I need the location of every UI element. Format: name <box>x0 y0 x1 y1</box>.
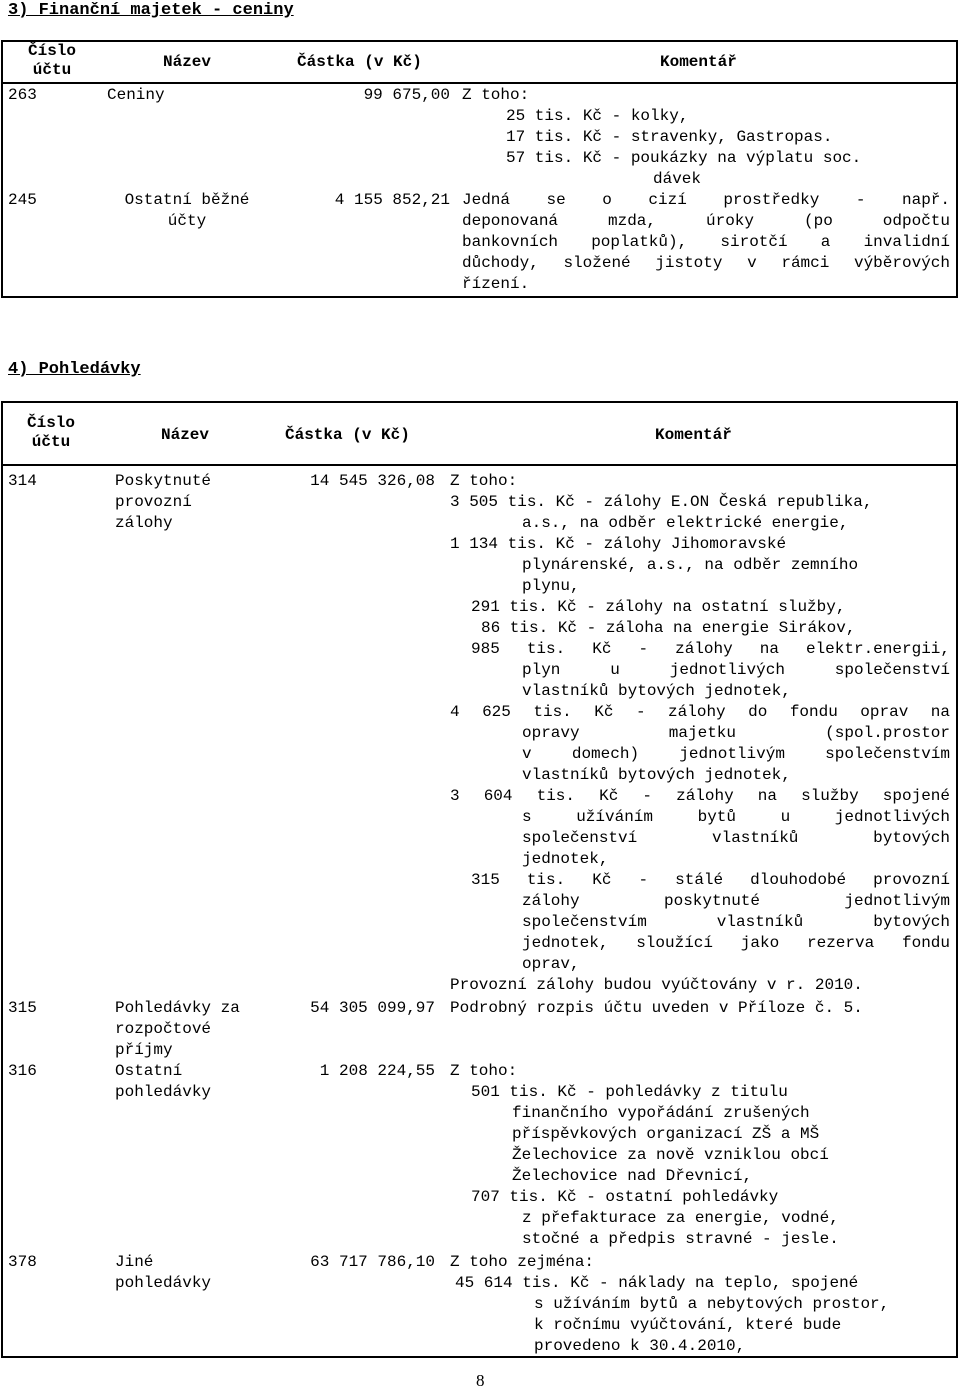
row-315-komentar: Podrobný rozpis účtu uveden v Příloze č. 5. <box>450 999 863 1017</box>
row-316-castka: 1 208 224,55 <box>319 1062 435 1080</box>
row-245-komentar: Jedná se o cizí prostředky - např. deponovaná mzda, úroky (po odpočtu bankovních poplatků), sirotčí a invalidní důchody, složené jistoty v rámci výběrových řízení. <box>462 191 950 293</box>
header-divider <box>1 82 958 84</box>
row-315-castka: 54 305 099,97 <box>310 999 435 1017</box>
row-314-nazev: Poskytnuté provozní zálohy <box>115 472 212 532</box>
header-cislo-uctu-4: Číslo účtu <box>26 414 75 451</box>
row-378-castka: 63 717 786,10 <box>310 1253 435 1271</box>
row-314-cislo: 314 <box>8 472 37 490</box>
header-komentar-4: Komentář <box>655 426 732 444</box>
row-316-cislo: 316 <box>8 1062 37 1080</box>
row-263-castka: 99 675,00 <box>363 86 450 104</box>
section-4-heading: 4) Pohledávky <box>8 360 141 379</box>
row-245-nazev: Ostatní běžné účty <box>124 191 250 230</box>
row-316-komentar: Z toho: 501 tis. Kč - pohledávky z titulu finančního vypořádání zrušených příspěvkových organizací ZŠ a MŠ Želechovice za nově vzniklou obcí Želechovice nad Dřevnicí, 707 tis. Kč - ostatní pohledávky z přefakturace za energie, vodné, stočné a předpis stravné - jesle. <box>450 1062 839 1248</box>
row-245-castka: 4 155 852,21 <box>334 191 450 209</box>
page-number: 8 <box>476 1371 485 1390</box>
row-315-nazev: Pohledávky za rozpočtové příjmy <box>115 999 240 1059</box>
header-castka: Částka (v Kč) <box>297 53 422 71</box>
row-314-komentar: Z toho: 3 505 tis. Kč - zálohy E.ON Česká republika, a.s., na odběr elektrické energie, 1 134 tis. Kč - zálohy Jihomoravské plynárenské, a.s., na odběr zemního plynu, 291 tis. Kč - zálohy na ostatní služby, 86 tis. Kč - záloha na energie Sirákov, 985 tis. Kč - zálohy na elektr.energii, plyn u jednotlivých společenství vlastníků bytových jednotek, 4 625 tis. Kč - zálohy do fondu oprav na opravy majetku (spol.prostor v domech) jednotlivým společenstvím vlastníků bytových jednotek, 3 604 tis. Kč - zálohy na služby spojené s užíváním bytů u jednotlivých společenství vlastníků bytových jednotek, 315 tis. Kč - stálé dlouhodobé provozní zálohy poskytnuté jednotlivým společenstvím vlastníků bytových jednotek, sloužící jako rezerva fondu oprav, Provozní zálohy budou vyúčtovány v r. 2010. <box>450 472 950 994</box>
row-316-nazev: Ostatní pohledávky <box>115 1062 212 1101</box>
section-3-heading: 3) Finanční majetek - ceniny <box>8 1 294 20</box>
row-263-cislo: 263 <box>8 86 37 104</box>
row-378-nazev: Jiné pohledávky <box>115 1253 212 1292</box>
row-314-castka: 14 545 326,08 <box>310 472 435 490</box>
row-378-komentar: Z toho zejména: 45 614 tis. Kč - náklady na teplo, spojené s užíváním bytů a nebytových prostor, k ročnímu vyúčtování, které bude provedeno k 30.4.2010, <box>450 1253 890 1355</box>
row-315-cislo: 315 <box>8 999 37 1017</box>
row-378-cislo: 378 <box>8 1253 37 1271</box>
header-castka-4: Částka (v Kč) <box>285 426 410 444</box>
row-263-komentar: Z toho: 25 tis. Kč - kolky, 17 tis. Kč - stravenky, Gastropas. 57 tis. Kč - poukázky na výplatu soc. dávek <box>462 86 862 188</box>
row-263-nazev: Ceniny <box>107 86 165 104</box>
header-divider-4 <box>1 464 958 466</box>
header-nazev-4: Název <box>161 426 210 444</box>
header-komentar: Komentář <box>660 53 737 71</box>
header-nazev: Název <box>163 53 212 71</box>
row-245-cislo: 245 <box>8 191 37 209</box>
header-cislo-uctu: Číslo účtu <box>27 42 76 79</box>
